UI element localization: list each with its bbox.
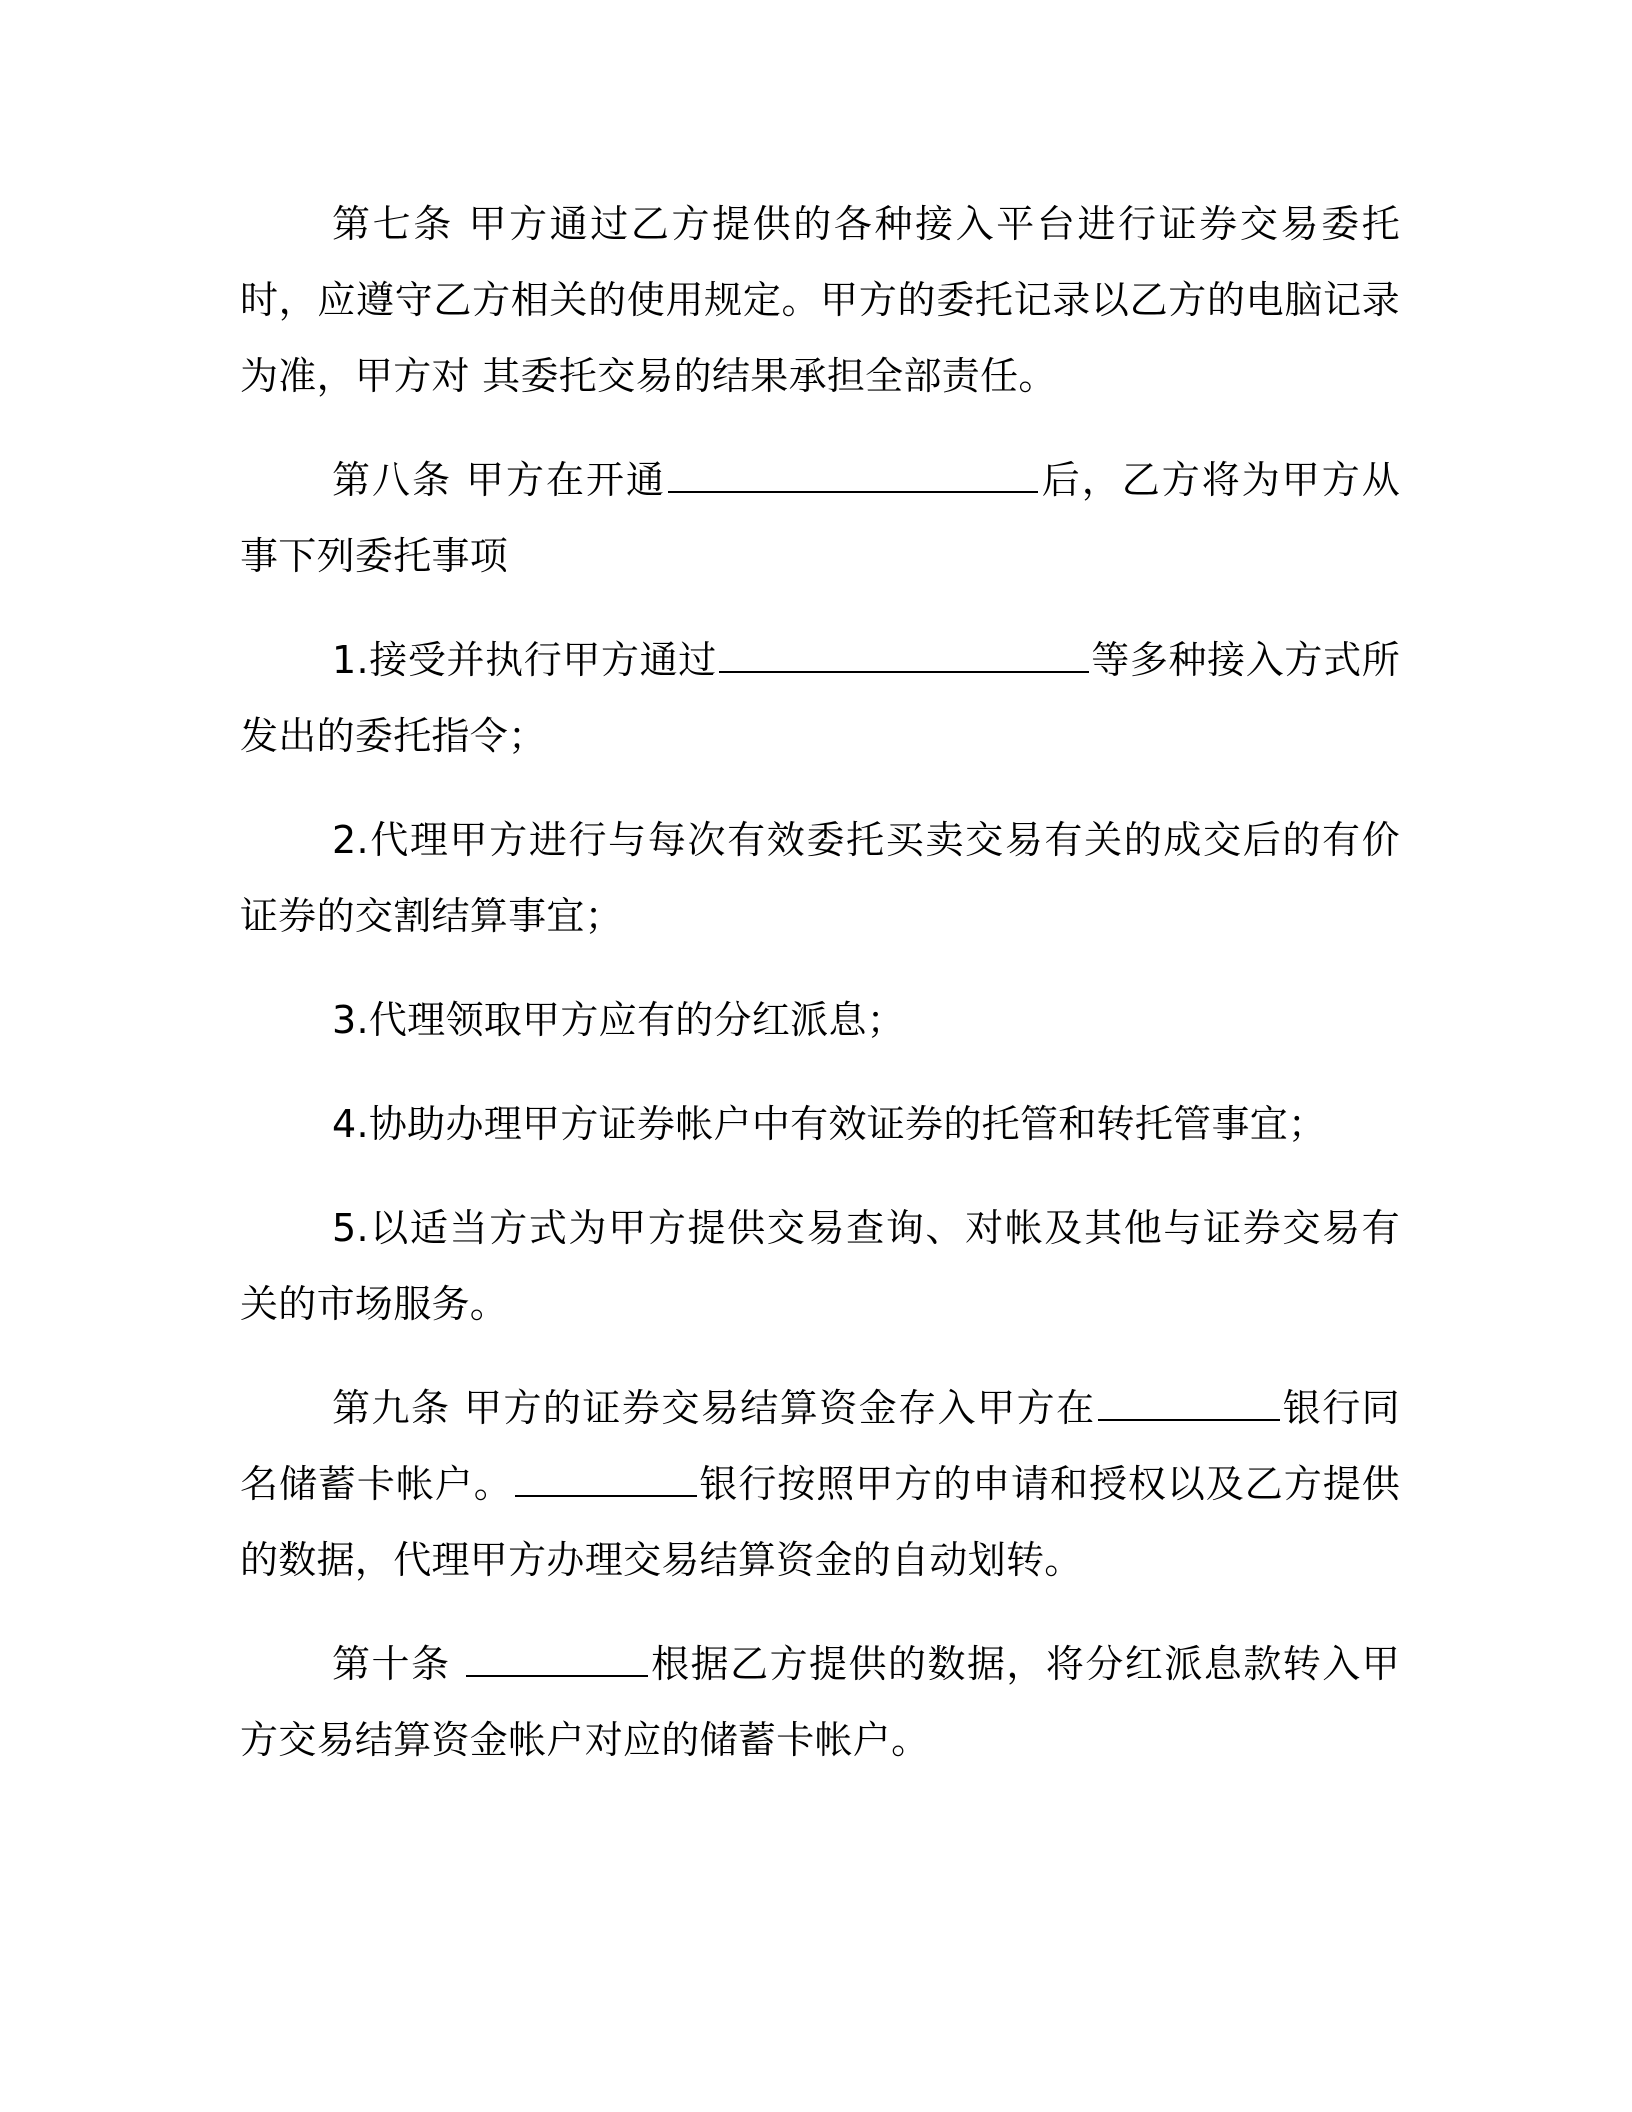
article-9-text-end: 银行按照甲方的申请和授权以及乙方提供的数据，代理甲方办理交易结算资金的自动划转。 [240, 1462, 1400, 1582]
article-8-item-2 [240, 802, 1400, 954]
item-1-text-start: 1.接受并执行甲方通过 [332, 638, 717, 682]
article-8-text-end: 后，乙方将为甲方从事下列委托事项 [240, 458, 1401, 578]
article-9-bank-blank-1 [1098, 1381, 1280, 1421]
article-8-text-start: 第八条 甲方在开通 [332, 458, 667, 502]
item-1-blank-line [719, 633, 1089, 673]
article-7 [240, 186, 1400, 414]
item-2-text: 2.代理甲方进行与每次有效委托买卖交易有关的成交后的有价证券的交割结算事宜； [240, 818, 1400, 938]
item-4-text: 4.协助办理甲方证券帐户中有效证券的托管和转托管事宜； [332, 1102, 1327, 1146]
item-1-text-end: 等多种接入方式所发出的委托指令； [240, 638, 1401, 758]
article-8-item-5 [240, 1190, 1400, 1342]
item-5-text: 5.以适当方式为甲方提供交易查询、对帐及其他与证券交易有关的市场服务。 [240, 1206, 1400, 1326]
document-body [240, 186, 1400, 1806]
article-8-item-3 [240, 982, 1400, 1058]
article-10-text-start: 第十条 [332, 1642, 464, 1686]
item-3-text: 3.代理领取甲方应有的分红派息； [332, 998, 906, 1042]
article-8-item-4 [240, 1086, 1400, 1162]
article-9-text-middle: 银行同名储蓄卡帐户。 [240, 1386, 1400, 1506]
article-9-bank-blank-2 [515, 1457, 697, 1497]
article-9-text-start: 第九条 甲方的证券交易结算资金存入甲方在 [332, 1386, 1096, 1430]
article-8-blank-line [668, 453, 1038, 493]
article-9 [240, 1370, 1400, 1598]
article-10-blank-line [466, 1637, 648, 1677]
article-10-text-end: 根据乙方提供的数据，将分红派息款转入甲方交易结算资金帐户对应的储蓄卡帐户。 [240, 1642, 1401, 1762]
article-8-item-1 [240, 622, 1400, 774]
article-7-text: 第七条 甲方通过乙方提供的各种接入平台进行证券交易委托时，应遵守乙方相关的使用规定。甲方的委托记录以乙方的电脑记录为准，甲方对 其委托交易的结果承担全部责任。 [240, 202, 1400, 398]
article-10 [240, 1626, 1400, 1778]
article-8 [240, 442, 1400, 594]
